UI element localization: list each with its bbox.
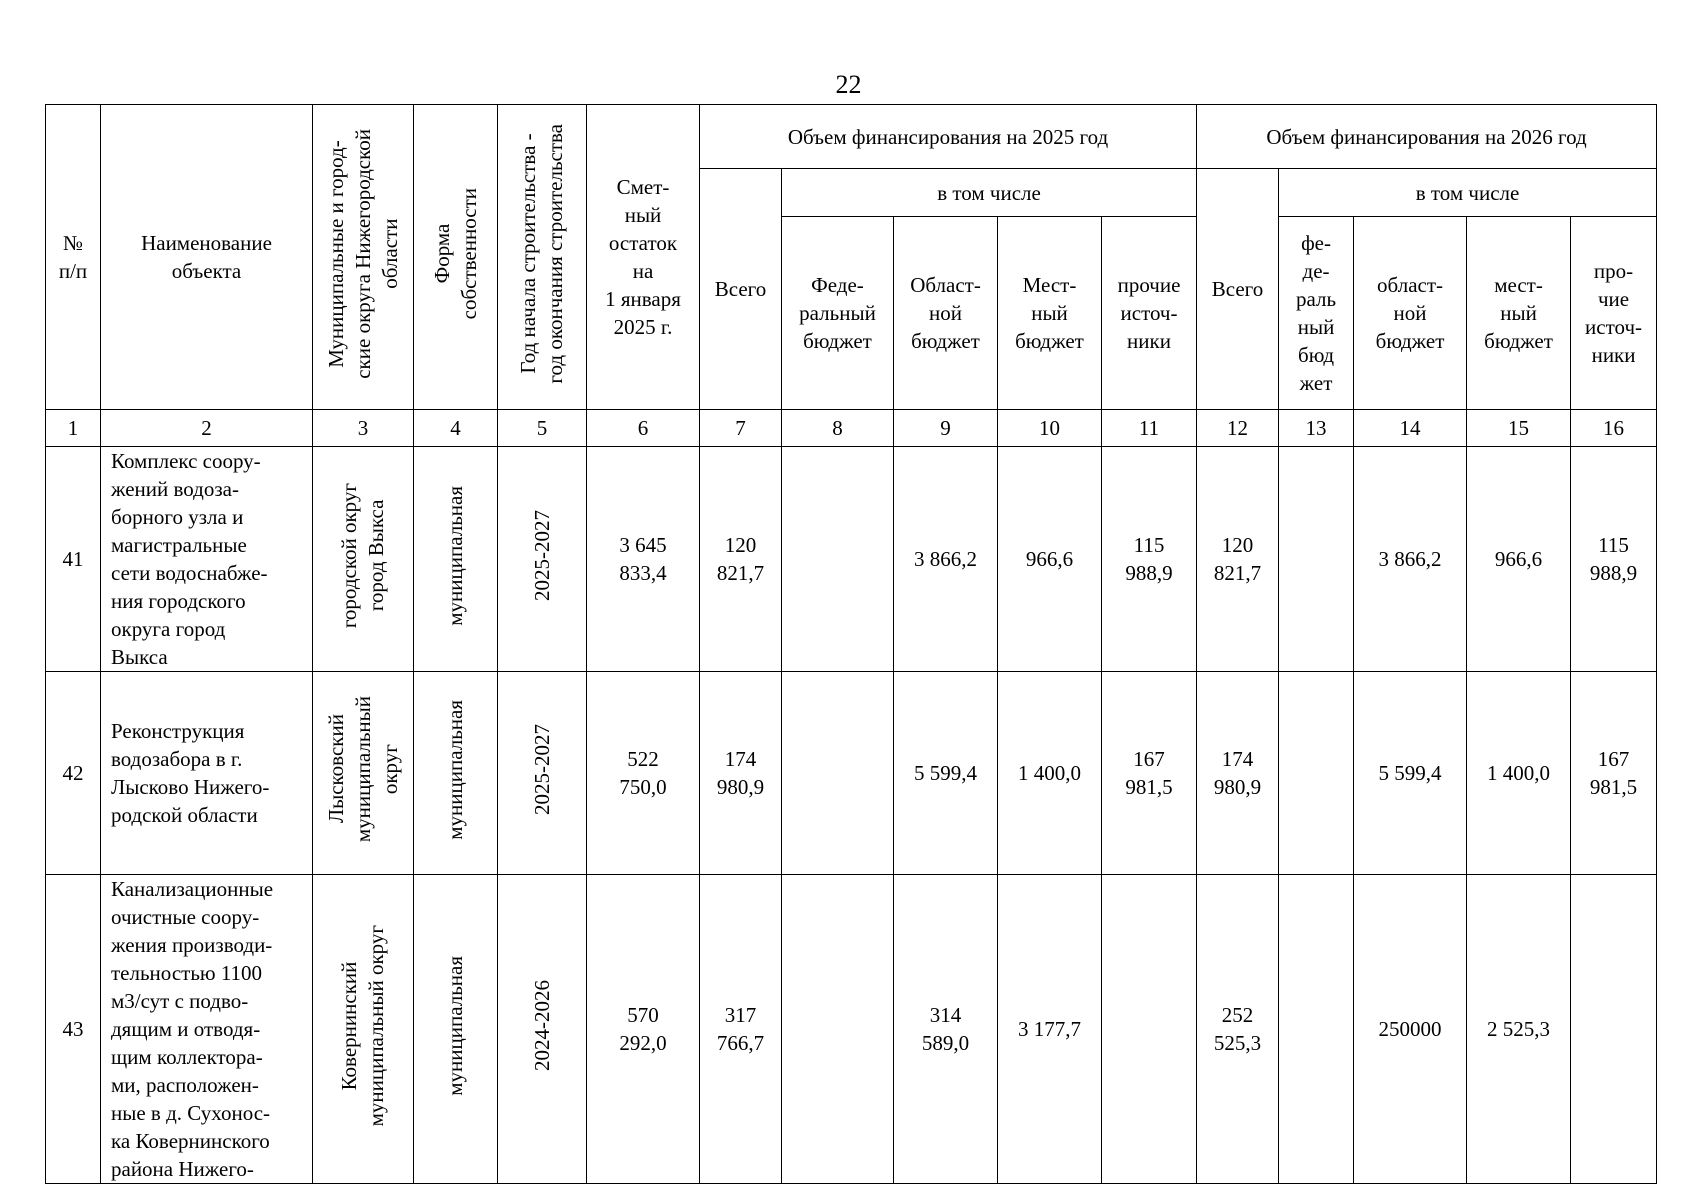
federal-2025 [782, 875, 894, 1184]
object-name: Канализационные очистные соору- жения производи- тельностью 1100 м3/сут с подво- дящим и отводя- щим коллектора- ми, расположен- ные в д. Сухонос- ка Ковернинского района Нижего- [101, 875, 313, 1184]
column-number: 5 [498, 410, 587, 447]
table-row [46, 672, 1657, 875]
header-regional-2026: област- ной бюджет [1354, 217, 1467, 410]
ownership: муниципальная [414, 447, 498, 672]
column-number: 6 [587, 410, 700, 447]
other-2025: 115 988,9 [1102, 447, 1197, 672]
header-district: Муниципальные и город- ские округа Нижегородской области [313, 105, 414, 410]
estimate-balance: 3 645 833,4 [587, 447, 700, 672]
header-local-2025: Мест- ный бюджет [998, 217, 1102, 410]
years: 2024-2026 [498, 875, 587, 1184]
table-row [46, 447, 1657, 672]
header-total-2026: Всего [1197, 169, 1279, 410]
estimate-balance: 522 750,0 [587, 672, 700, 875]
column-number: 14 [1354, 410, 1467, 447]
header-other-2026: про- чие источ- ники [1571, 217, 1657, 410]
district: Лысковский муниципальный округ [313, 672, 414, 875]
total-2026: 120 821,7 [1197, 447, 1279, 672]
local-2025: 966,6 [998, 447, 1102, 672]
header-federal-2025: Феде- ральный бюджет [782, 217, 894, 410]
total-2025: 174 980,9 [700, 672, 782, 875]
federal-2026 [1279, 447, 1354, 672]
regional-2025: 314 589,0 [894, 875, 998, 1184]
row-number: 41 [46, 447, 101, 672]
header-years: Год начала строительства - год окончания строительства [498, 105, 587, 410]
other-2025: 167 981,5 [1102, 672, 1197, 875]
object-name: Реконструкция водозабора в г. Лысково Нижего- родской области [101, 672, 313, 875]
header-including-2025: в том числе [782, 169, 1197, 217]
federal-2026 [1279, 875, 1354, 1184]
column-number: 15 [1467, 410, 1571, 447]
ownership: муниципальная [414, 875, 498, 1184]
district: городской округ город Выкса [313, 447, 414, 672]
other-2026: 167 981,5 [1571, 672, 1657, 875]
column-number: 7 [700, 410, 782, 447]
regional-2026: 5 599,4 [1354, 672, 1467, 875]
header-federal-2026: фе- де- раль ный бюд жет [1279, 217, 1354, 410]
ownership: муниципальная [414, 672, 498, 875]
header-ownership: Форма собственности [414, 105, 498, 410]
other-2026 [1571, 875, 1657, 1184]
header-row-1 [46, 105, 1657, 169]
total-2025: 120 821,7 [700, 447, 782, 672]
header-regional-2025: Област- ной бюджет [894, 217, 998, 410]
header-local-2026: мест- ный бюджет [1467, 217, 1571, 410]
row-number: 42 [46, 672, 101, 875]
federal-2025 [782, 447, 894, 672]
years: 2025-2027 [498, 447, 587, 672]
district: Ковернинский муниципальный округ [313, 875, 414, 1184]
column-number: 4 [414, 410, 498, 447]
header-total-2025: Всего [700, 169, 782, 410]
estimate-balance: 570 292,0 [587, 875, 700, 1184]
page-number: 22 [835, 70, 862, 99]
header-funding-2026: Объем финансирования на 2026 год [1197, 105, 1657, 169]
construction-objects-table [45, 104, 1657, 1184]
column-number: 11 [1102, 410, 1197, 447]
column-number: 13 [1279, 410, 1354, 447]
row-number: 43 [46, 875, 101, 1184]
other-2026: 115 988,9 [1571, 447, 1657, 672]
header-object-name: Наименование объекта [101, 105, 313, 410]
object-name: Комплекс соору- жений водоза- борного узла и магистральные сети водоснабже- ния городского округа город Выкса [101, 447, 313, 672]
local-2025: 3 177,7 [998, 875, 1102, 1184]
column-number: 2 [101, 410, 313, 447]
column-numbers-row [46, 410, 1657, 447]
column-number: 3 [313, 410, 414, 447]
total-2025: 317 766,7 [700, 875, 782, 1184]
header-estimate-balance: Смет- ный остаток на 1 января 2025 г. [587, 105, 700, 410]
regional-2025: 3 866,2 [894, 447, 998, 672]
local-2025: 1 400,0 [998, 672, 1102, 875]
regional-2025: 5 599,4 [894, 672, 998, 875]
local-2026: 966,6 [1467, 447, 1571, 672]
local-2026: 1 400,0 [1467, 672, 1571, 875]
column-number: 16 [1571, 410, 1657, 447]
years: 2025-2027 [498, 672, 587, 875]
total-2026: 174 980,9 [1197, 672, 1279, 875]
federal-2026 [1279, 672, 1354, 875]
column-number: 12 [1197, 410, 1279, 447]
other-2025 [1102, 875, 1197, 1184]
regional-2026: 3 866,2 [1354, 447, 1467, 672]
header-including-2026: в том числе [1279, 169, 1657, 217]
column-number: 1 [46, 410, 101, 447]
total-2026: 252 525,3 [1197, 875, 1279, 1184]
regional-2026: 250000 [1354, 875, 1467, 1184]
table-row [46, 875, 1657, 1184]
federal-2025 [782, 672, 894, 875]
header-number: № п/п [46, 105, 101, 410]
header-other-2025: прочие источ- ники [1102, 217, 1197, 410]
local-2026: 2 525,3 [1467, 875, 1571, 1184]
column-number: 8 [782, 410, 894, 447]
header-funding-2025: Объем финансирования на 2025 год [700, 105, 1197, 169]
column-number: 9 [894, 410, 998, 447]
column-number: 10 [998, 410, 1102, 447]
